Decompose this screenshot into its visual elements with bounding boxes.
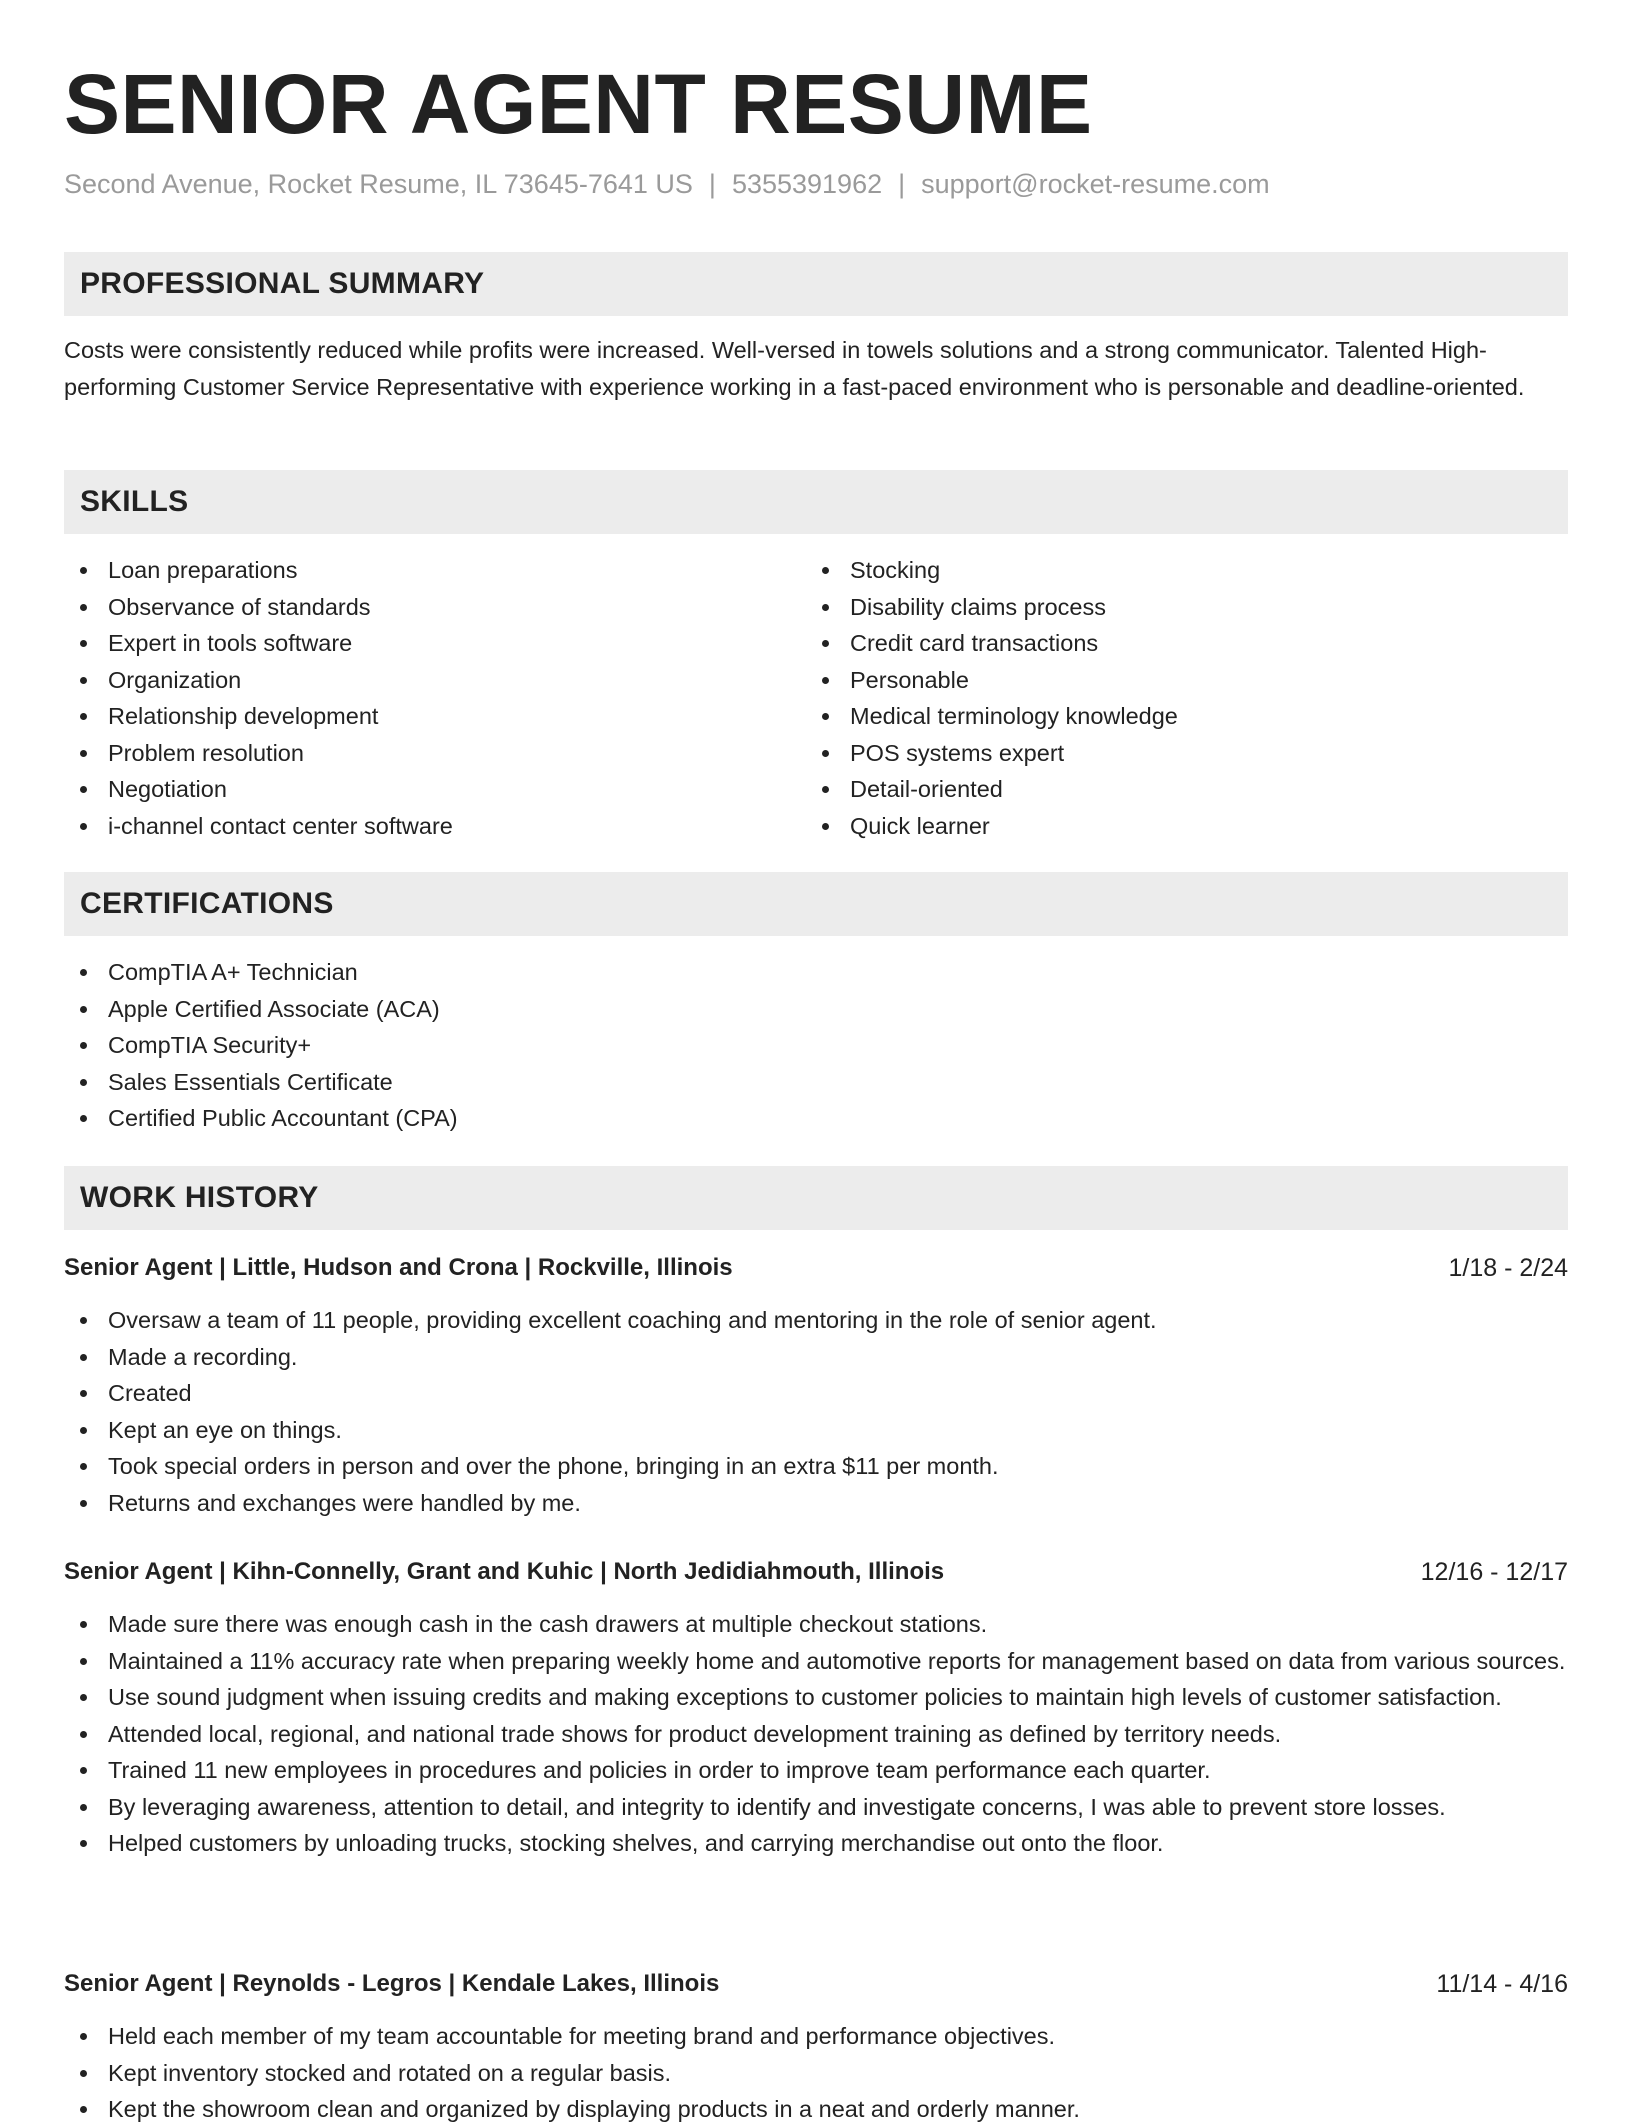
skills-list-left [64, 552, 804, 844]
job-dates: 1/18 - 2/24 [1448, 1254, 1568, 1282]
section-heading-summary: PROFESSIONAL SUMMARY [64, 252, 1568, 316]
list-item: Loan preparations [64, 552, 804, 589]
section-heading-certifications: CERTIFICATIONS [64, 872, 1568, 936]
list-item: Kept inventory stocked and rotated on a regular basis. [64, 2055, 1568, 2092]
list-item: Kept an eye on things. [64, 1412, 1568, 1449]
contact-phone: 5355391962 [731, 169, 883, 199]
job-bullets [64, 1606, 1568, 1862]
list-item: Medical terminology knowledge [806, 698, 1546, 735]
contact-address: Second Avenue, Rocket Resume, IL 73645-7641 US [64, 169, 693, 199]
list-item: Made sure there was enough cash in the cash drawers at multiple checkout stations. [64, 1606, 1568, 1643]
list-item: Observance of standards [64, 589, 804, 626]
list-item: Personable [806, 662, 1546, 699]
list-item: Sales Essentials Certificate [64, 1064, 1568, 1101]
list-item: Attended local, regional, and national trade shows for product development training as defined by territory needs. [64, 1716, 1568, 1753]
certifications-list [64, 954, 1568, 1137]
contact-line [64, 166, 1270, 202]
list-item: Detail-oriented [806, 771, 1546, 808]
job-dates: 11/14 - 4/16 [1436, 1970, 1568, 1998]
job-title: Senior Agent | Kihn-Connelly, Grant and Kuhic | North Jedidiahmouth, Illinois [64, 1558, 945, 1585]
list-item: i-channel contact center software [64, 808, 804, 845]
list-item: Made a recording. [64, 1339, 1568, 1376]
job-bullets [64, 1302, 1568, 1521]
section-heading-work-history: WORK HISTORY [64, 1166, 1568, 1230]
list-item: Certified Public Accountant (CPA) [64, 1100, 1568, 1137]
list-item: POS systems expert [806, 735, 1546, 772]
list-item: Stocking [806, 552, 1546, 589]
section-heading-skills: SKILLS [64, 470, 1568, 534]
list-item: Took special orders in person and over the phone, bringing in an extra $11 per month. [64, 1448, 1568, 1485]
list-item: Maintained a 11% accuracy rate when preparing weekly home and automotive reports for management based on data from various sources. [64, 1643, 1568, 1680]
list-item: Negotiation [64, 771, 804, 808]
summary-text: Costs were consistently reduced while profits were increased. Well-versed in towels solutions and a strong communicator. Talented High-performing Customer Service Representative with experience working in a fast-paced environment who is personable and deadline-oriented. [64, 337, 1525, 400]
list-item: Expert in tools software [64, 625, 804, 662]
list-item: Credit card transactions [806, 625, 1546, 662]
list-item: Kept the showroom clean and organized by displaying products in a neat and orderly manner. [64, 2091, 1568, 2128]
list-item: Created [64, 1375, 1568, 1412]
list-item: Disability claims process [806, 589, 1546, 626]
contact-separator: | [708, 169, 716, 199]
list-item: Relationship development [64, 698, 804, 735]
list-item: Apple Certified Associate (ACA) [64, 991, 1568, 1028]
list-item: Oversaw a team of 11 people, providing excellent coaching and mentoring in the role of senior agent. [64, 1302, 1568, 1339]
list-item: Helped customers by unloading trucks, stocking shelves, and carrying merchandise out onto the floor. [64, 1825, 1568, 1862]
list-item: Returns and exchanges were handled by me. [64, 1485, 1568, 1522]
resume-title: SENIOR AGENT RESUME [64, 57, 1093, 151]
list-item: Quick learner [806, 808, 1546, 845]
contact-email: support@rocket-resume.com [921, 169, 1270, 199]
list-item: Use sound judgment when issuing credits and making exceptions to customer policies to maintain high levels of customer satisfaction. [64, 1679, 1568, 1716]
job-header [64, 1250, 1568, 1286]
job-header [64, 1966, 1568, 2002]
job-title: Senior Agent | Little, Hudson and Crona | Rockville, Illinois [64, 1254, 733, 1281]
list-item: Trained 11 new employees in procedures and policies in order to improve team performance each quarter. [64, 1752, 1568, 1789]
job-title: Senior Agent | Reynolds - Legros | Kendale Lakes, Illinois [64, 1970, 720, 1997]
job-header [64, 1554, 1568, 1590]
job-bullets [64, 2018, 1568, 2128]
list-item: By leveraging awareness, attention to detail, and integrity to identify and investigate concerns, I was able to prevent store losses. [64, 1789, 1568, 1826]
list-item: Organization [64, 662, 804, 699]
list-item: Problem resolution [64, 735, 804, 772]
contact-separator: | [898, 169, 906, 199]
list-item: CompTIA A+ Technician [64, 954, 1568, 991]
job-dates: 12/16 - 12/17 [1420, 1558, 1568, 1586]
list-item: Held each member of my team accountable for meeting brand and performance objectives. [64, 2018, 1568, 2055]
skills-list-right [806, 552, 1546, 844]
list-item: CompTIA Security+ [64, 1027, 1568, 1064]
